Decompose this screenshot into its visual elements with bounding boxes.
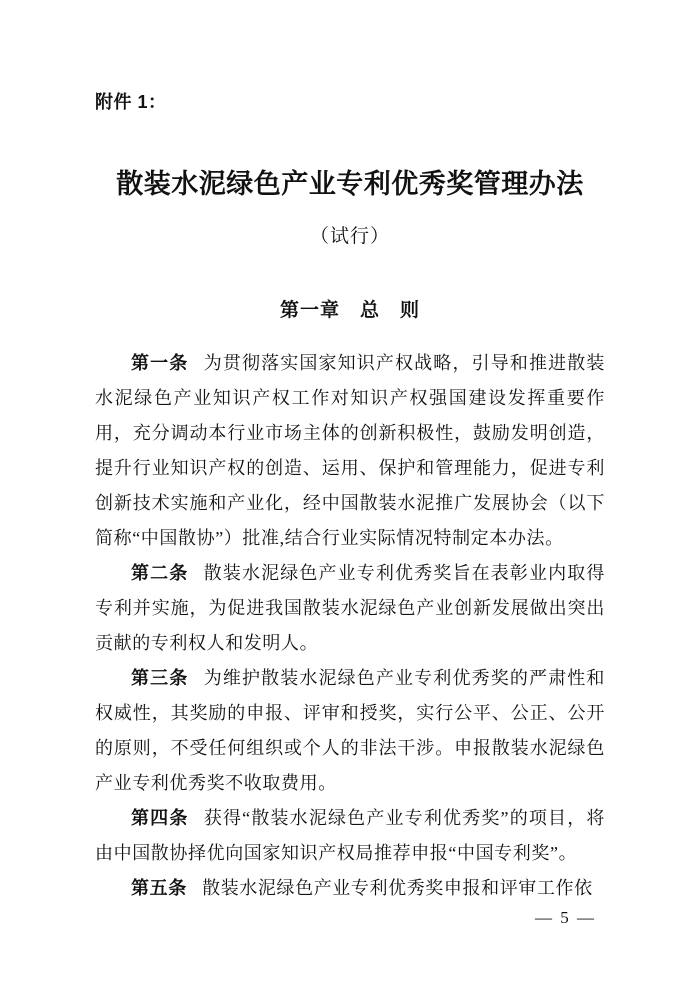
document-title: 散装水泥绿色产业专利优秀奖管理办法 [116,169,584,199]
article-5-label: 第五条 [131,878,187,898]
article-paragraph-5 [95,871,605,906]
article-3-text: 为维护散装水泥绿色产业专利优秀奖的严肃性和权威性，其奖励的申报、评审和授奖，实行公平、公正、公开的原则，不受任何组织或个人的非法干涉。申报散装水泥绿色产业专利优秀奖不收取费用。 [95,668,605,793]
document-body [95,346,605,906]
page-number: — 5 — [535,908,596,927]
chapter-heading: 第一章 总 则 [279,300,420,321]
article-paragraph-2 [95,556,605,661]
attachment-label: 附件 1： [95,92,167,112]
article-paragraph-1 [95,346,605,556]
article-5-text: 散装水泥绿色产业专利优秀奖申报和评审工作依 [202,878,593,898]
article-4-text: 获得“散装水泥绿色产业专利优秀奖”的项目，将由中国散协择优向国家知识产权局推荐申报“中国专利奖”。 [95,808,605,863]
article-3-label: 第三条 [131,668,189,688]
article-1-text: 为贯彻落实国家知识产权战略，引导和推进散装水泥绿色产业知识产权工作对知识产权强国建设发挥重要作用，充分调动本行业市场主体的创新积极性，鼓励发明创造，提升行业知识产权的创造、运用、保护和管理能力，促进专利创新技术实施和产业化，经中国散装水泥推广发展协会（以下简称“中国散协”）批准,结合行业实际情况特制定本办法。 [95,353,605,548]
article-4-label: 第四条 [131,808,189,828]
article-paragraph-4 [95,801,605,871]
article-2-text: 散装水泥绿色产业专利优秀奖旨在表彰业内取得专利并实施，为促进我国散装水泥绿色产业创新发展做出突出贡献的专利权人和发明人。 [95,563,605,653]
article-paragraph-3 [95,661,605,801]
article-2-label: 第二条 [131,563,189,583]
document-subtitle: （试行） [309,226,390,247]
article-1-label: 第一条 [131,353,189,373]
